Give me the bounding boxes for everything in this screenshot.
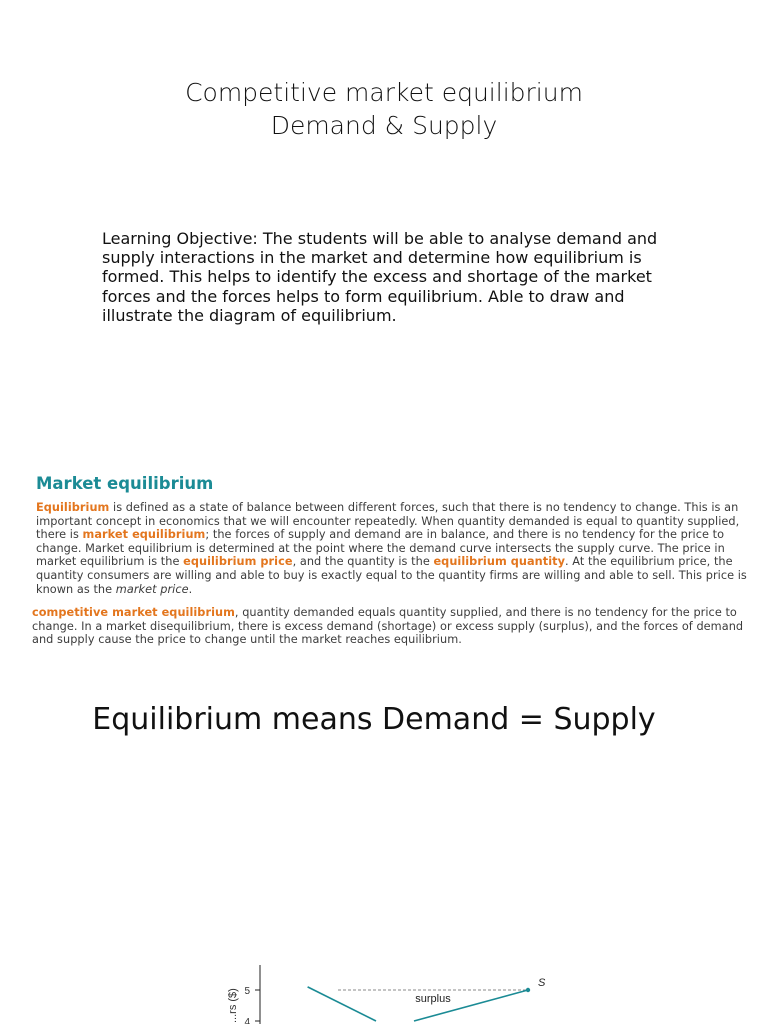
paragraph-text: . At the equilibrium price, the quantity consumers are willing and able to buy is exactly equal to the quantity firms are willing and able to sell. This price is known as the xyxy=(36,555,747,596)
term-equilibrium: Equilibrium xyxy=(36,501,110,514)
paragraph-text: is defined as a state of balance between different forces, such that there is no tendency to change. This is an important concept in economics that we will encounter repeatedly. When quantity demanded is equal to quantity supplied, there is xyxy=(36,501,740,542)
term-equilibrium-quantity: equilibrium quantity xyxy=(433,555,565,569)
equilibrium-statement: Equilibrium means Demand = Supply xyxy=(92,702,656,737)
term-market-equilibrium: market equilibrium xyxy=(82,528,206,542)
demand-curve xyxy=(308,987,376,1021)
term-equilibrium-price: equilibrium price xyxy=(183,555,293,569)
curve-point xyxy=(526,988,530,992)
paragraph-text: . xyxy=(188,582,193,596)
excerpt-paragraph-1 xyxy=(31,501,751,596)
paragraph-text: , and the quantity is the xyxy=(292,555,434,569)
paragraph-text: ; the forces of supply and demand are in balance, and there is no tendency for the price to change. Market equilibrium is determined at the point where the demand curve intersects the supply curve. The price in market equilibrium is the xyxy=(36,528,725,569)
y-tick-label: 5 xyxy=(244,986,250,997)
slide-title xyxy=(0,76,768,142)
equilibrium-chart xyxy=(210,965,546,1024)
y-tick-label: 4 xyxy=(244,1017,250,1024)
title-line-2: Demand & Supply xyxy=(270,111,498,140)
learning-objective: Learning Objective: The students will be able to analyse demand and supply interactions in the market and determine how equilibrium is formed. This helps to identify the excess and shortage of the market forces and the forces helps to form equilibrium. Able to draw and illustrate the diagram of equilibrium. xyxy=(102,229,658,325)
textbook-excerpt xyxy=(31,474,751,647)
term-market-price: market price xyxy=(115,582,189,596)
title-line-1: Competitive market equilibrium xyxy=(185,78,583,107)
y-axis-label: ...rs ($) xyxy=(227,988,239,1023)
excerpt-paragraph-2 xyxy=(31,606,751,647)
y-ticks xyxy=(244,986,260,1024)
excerpt-heading: Market equilibrium xyxy=(36,474,214,493)
supply-curve-label: S xyxy=(538,977,546,989)
term-competitive-market-equilibrium: competitive market equilibrium xyxy=(32,606,235,620)
paragraph-text: , quantity demanded equals quantity supplied, and there is no tendency for the price to change. In a market disequilibrium, there is excess demand (shortage) or excess supply (surplus), and the forces of demand and supply cause the price to change until the market reaches equilibrium. xyxy=(32,606,744,647)
surplus-label: surplus xyxy=(415,993,451,1005)
